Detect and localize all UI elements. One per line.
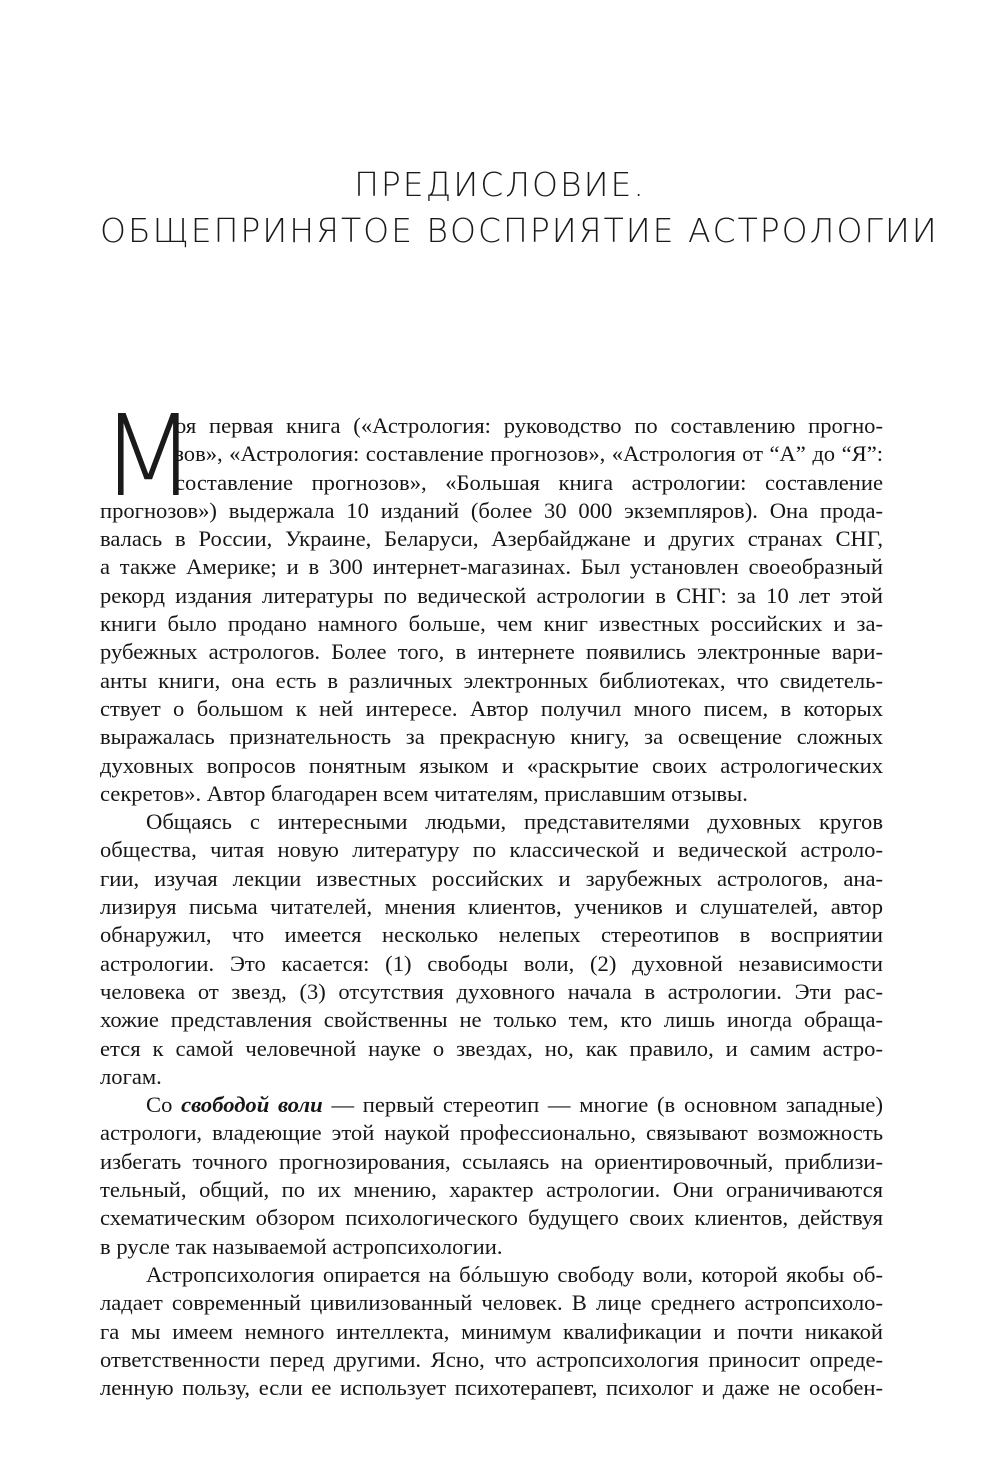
- text-line: зов», «Астрология: составление прогнозов», «Астрология от “А” до “Я”:: [175, 441, 883, 467]
- text-line: книги было продано намного больше, чем книг известных российских и за-: [100, 611, 883, 637]
- text-line: прогнозов») выдержала 10 изданий (более 30 000 экземпляров). Она прода-: [100, 497, 883, 523]
- text-line: а также Америке; и в 300 интернет-магазинах. Был установлен своеобразный: [100, 554, 883, 580]
- paragraph-2: [100, 808, 883, 1091]
- text-line: ладает современный цивилизованный человек. В лице среднего астропсихоло-: [100, 1290, 883, 1316]
- text-line: гии, изучая лекции известных российских и зарубежных астрологов, ана-: [100, 865, 883, 891]
- paragraph-3: [100, 1091, 883, 1261]
- drop-cap-letter: М: [100, 392, 197, 522]
- text-line: [100, 1091, 883, 1119]
- text-line: астрологии. Это касается: (1) свободы воли, (2) духовной независимости: [100, 950, 883, 976]
- text-line: схематическим обзором психологического будущего своих клиентов, действуя: [100, 1205, 883, 1231]
- paragraph-1: [100, 392, 883, 808]
- text-line: Астропсихология опирается на бóльшую свободу воли, которой якобы об-: [146, 1261, 883, 1287]
- body-text: [100, 392, 883, 1402]
- text-line: Общаясь с интересными людьми, представителями духовных кругов: [146, 809, 883, 835]
- text-line: обнаружил, что имеется несколько нелепых стереотипов в восприятии: [100, 922, 883, 948]
- text-line: ответственности перед другими. Ясно, что астропсихология приносит опреде-: [100, 1346, 883, 1372]
- paragraph-4: [100, 1261, 883, 1402]
- text-line: человека от звезд, (3) отсутствия духовного начала в астрологии. Эти рас-: [100, 978, 883, 1004]
- text-line: анты книги, она есть в различных электронных библиотеках, что свидетель-: [100, 667, 883, 693]
- text-line: ется к самой человечной науке о звездах, но, как правило, и самим астро-: [100, 1035, 883, 1061]
- emphasis-free-will: свободой воли: [181, 1092, 323, 1118]
- text-line: тельный, общий, по их мнению, характер астрологии. Они ограничиваются: [100, 1177, 883, 1203]
- text-line: лизируя письма читателей, мнения клиентов, учеников и слушателей, автор: [100, 894, 883, 920]
- text-line: составление прогнозов», «Большая книга астрологии: составление: [175, 469, 883, 495]
- text-line: валась в России, Украине, Беларуси, Азербайджане и других странах СНГ,: [100, 526, 883, 552]
- text-line: ленную пользу, если ее использует психотерапевт, психолог и даже не особен-: [100, 1375, 883, 1401]
- text-line: избегать точного прогнозирования, ссылаясь на ориентировочный, приблизи-: [100, 1148, 883, 1174]
- text-line: хожие представления свойственны не только тем, кто лишь иногда обраща-: [100, 1007, 883, 1033]
- text-line: секретов». Автор благодарен всем читателям, приславшим отзывы.: [100, 780, 748, 806]
- text-line: выражалась признательность за прекрасную книгу, за освещение сложных: [100, 724, 883, 750]
- text-line: общества, читая новую литературу по классической и ведической астроло-: [100, 837, 883, 863]
- text-line: рубежных астрологов. Более того, в интернете появились электронные вари-: [100, 639, 883, 665]
- text-line: духовных вопросов понятным языком и «раскрытие своих астрологических: [100, 752, 883, 778]
- text-run: — первый стереотип — многие (в основном западные): [322, 1092, 883, 1118]
- chapter-title-line-2: ОБЩЕПРИНЯТОЕ ВОСПРИЯТИЕ АСТРОЛОГИИ: [100, 211, 939, 250]
- chapter-title-line-1: ПРЕДИСЛОВИЕ.: [354, 165, 646, 204]
- text-line: оя первая книга («Астрология: руководство по составлению прогно-: [175, 413, 883, 438]
- chapter-title: [100, 162, 939, 254]
- text-line: ствует о большом к ней интересе. Автор получил много писем, в которых: [100, 695, 883, 721]
- text-run: Со: [146, 1092, 182, 1118]
- text-line: в русле так называемой астропсихологии.: [100, 1233, 503, 1259]
- text-line: логам.: [100, 1063, 162, 1089]
- text-line: га мы имеем немного интеллекта, минимум квалификации и почти никакой: [100, 1318, 883, 1344]
- text-line: рекорд издания литературы по ведической астрологии в СНГ: за 10 лет этой: [100, 582, 883, 608]
- text-line: астрологи, владеющие этой наукой профессионально, связывают возможность: [100, 1120, 883, 1146]
